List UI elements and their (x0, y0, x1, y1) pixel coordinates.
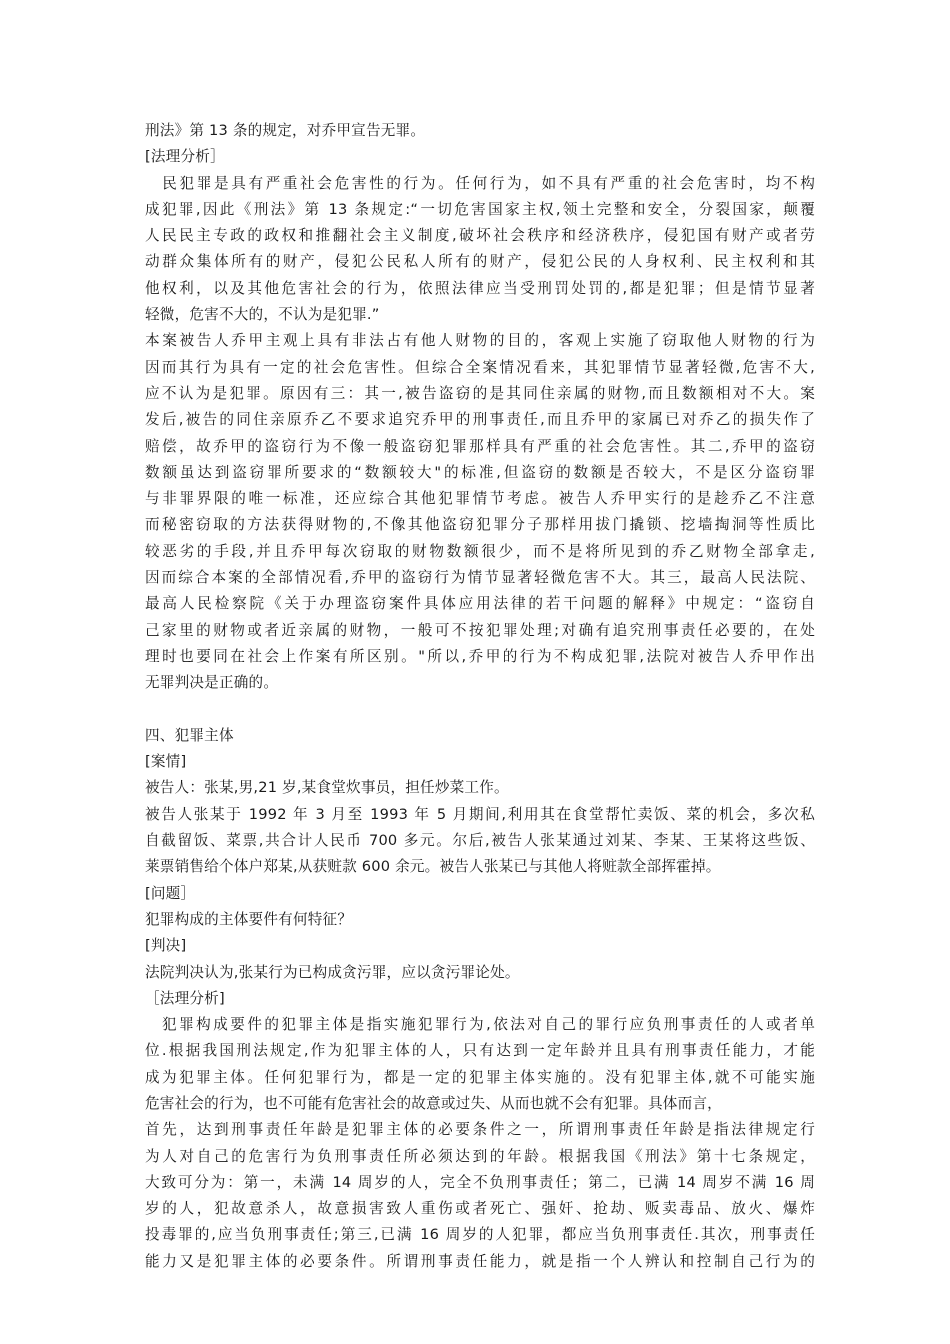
text-line: 最高人民检察院《关于办理盗窃案件具体应用法律的若干问题的解释》中规定：“盗窃自 (145, 595, 815, 613)
text-line: 发后,被告的同住亲原乔乙不要求追究乔甲的刑事责任,而且乔甲的家属已对乔乙的损失作了 (145, 411, 815, 429)
text-line: 己家里的财物或者近亲属的财物，一般可不按犯罪处理;对确有追究刑事责任必要的，在处 (145, 621, 815, 639)
text-line: 投毒罪的,应当负刑事责任;第三,已满 16 周岁的人犯罪，都应当负刑事责任.其次，刑事责任 (145, 1226, 815, 1244)
text-line: 能力又是犯罪主体的必要条件。所谓刑事责任能力，就是指一个人辨认和控制自己行为的 (145, 1252, 815, 1270)
text-line: 犯罪构成要件的犯罪主体是指实施犯罪行为,依法对自己的罪行应负刑事责任的人或者单 (145, 1016, 815, 1034)
text-line: 为人对自己的危害行为负刑事责任所必须达到的年龄。根据我国《刑法》第十七条规定， (145, 1147, 815, 1165)
text-line: 四、犯罪主体 (145, 726, 234, 744)
document-body (145, 118, 815, 1275)
text-line: 与非罪界限的唯一标准，还应综合其他犯罪情节考虑。被告人乔甲实行的是趁乔乙不注意 (145, 490, 815, 508)
text-line: [判决] (145, 937, 187, 955)
text-line: 轻微，危害不大的，不认为是犯罪.” (145, 306, 380, 324)
text-line: 莱票销售给个体户郑某,从获赃款 600 余元。被告人张某已与其他人将赃款全部挥霍掉。 (145, 858, 721, 876)
text-line: ［法理分析] (145, 989, 225, 1007)
text-line: 数额虽达到盗窃罪所要求的“数额较大"的标准,但盗窃的数额是否较大，不是区分盗窃罪 (145, 463, 815, 481)
text-line: [法理分析］ (145, 148, 225, 166)
text-line: 首先，达到刑事责任年龄是犯罪主体的必要条件之一，所谓刑事责任年龄是指法律规定行 (145, 1121, 815, 1139)
text-line: [案情] (145, 753, 187, 771)
text-line: 成犯罪,因此《刑法》第 13 条规定:“一切危害国家主权,领土完整和安全，分裂国家，颠覆 (145, 200, 815, 218)
text-line: 较恶劣的手段,并且乔甲每次窃取的财物数额很少，而不是将所见到的乔乙财物全部拿走, (145, 542, 815, 560)
text-line: 因而综合本案的全部情况看,乔甲的盗窃行为情节显著轻微危害不大。其三，最高人民法院、 (145, 569, 815, 587)
text-line: 本案被告人乔甲主观上具有非法占有他人财物的目的，客观上实施了窃取他人财物的行为 (145, 332, 815, 350)
text-line: [问题］ (145, 884, 196, 902)
text-line: 无罪判决是正确的。 (145, 674, 279, 692)
text-line: 大致可分为：第一，未满 14 周岁的人，完全不负刑事责任；第二，已满 14 周岁不满 16 周 (145, 1173, 815, 1191)
text-line: 赔偿，故乔甲的盗窃行为不像一般盗窃犯罪那样具有严重的社会危害性。其二,乔甲的盗窃 (145, 437, 815, 455)
text-line: 自截留饭、菜票,共合计人民币 700 多元。尔后,被告人张某通过刘某、李某、王某将这些饭、 (145, 832, 815, 850)
paragraph-gap (145, 697, 815, 723)
text-line: 他权利，以及其他危害社会的行为，依照法律应当受刑罚处罚的,都是犯罪；但是情节显著 (145, 279, 815, 297)
text-line: 危害社会的行为，也不可能有危害社会的故意或过失、从而也就不会有犯罪。具体而言， (145, 1094, 722, 1112)
text-line: 岁的人，犯故意杀人，故意损害致人重伤或者死亡、强奸、抢劫、贩卖毒品、放火、爆炸 (145, 1200, 815, 1218)
text-line: 位.根据我国刑法规定,作为犯罪主体的人，只有达到一定年龄并且具有刑事责任能力，才能 (145, 1042, 815, 1060)
text-line: 犯罪构成的主体要件有何特征？ (145, 910, 353, 928)
text-line: 民犯罪是具有严重社会危害性的行为。任何行为，如不具有严重的社会危害时，均不构 (145, 174, 815, 192)
text-line: 被告人张某于 1992 年 3 月至 1993 年 5 月期间,利用其在食堂帮忙卖饭、菜的机会，多次私 (145, 805, 815, 823)
text-line: 因而其行为具有一定的社会危害性。但综合全案情况看来，其犯罪情节显著轻微,危害不大, (145, 358, 815, 376)
text-line: 法院判决认为,张某行为已构成贪污罪，应以贪污罪论处。 (145, 963, 520, 981)
text-line: 理时也要同在社会上作案有所区别。"所以,乔甲的行为不构成犯罪,法院对被告人乔甲作出 (145, 647, 815, 665)
text-line: 成为犯罪主体。任何犯罪行为，都是一定的犯罪主体实施的。没有犯罪主体,就不可能实施 (145, 1068, 815, 1086)
text-line: 被告人：张某,男,21 岁,某食堂炊事员，担任炒菜工作。 (145, 779, 509, 797)
text-line: 应不认为是犯罪。原因有三：其一,被告盗窃的是其同住亲属的财物,而且数额相对不大。案 (145, 384, 815, 402)
text-line: 刑法》第 13 条的规定，对乔甲宣告无罪。 (145, 122, 426, 139)
text-line: 而秘密窃取的方法获得财物的,不像其他盗窃犯罪分子那样用拔门撬锁、挖墙掏洞等性质比 (145, 516, 815, 534)
text-line: 人民民主专政的政权和推翻社会主义制度,破坏社会秩序和经济秩序，侵犯国有财产或者劳 (145, 227, 815, 245)
text-line: 动群众集体所有的财产，侵犯公民私人所有的财产，侵犯公民的人身权利、民主权利和其 (145, 253, 815, 271)
